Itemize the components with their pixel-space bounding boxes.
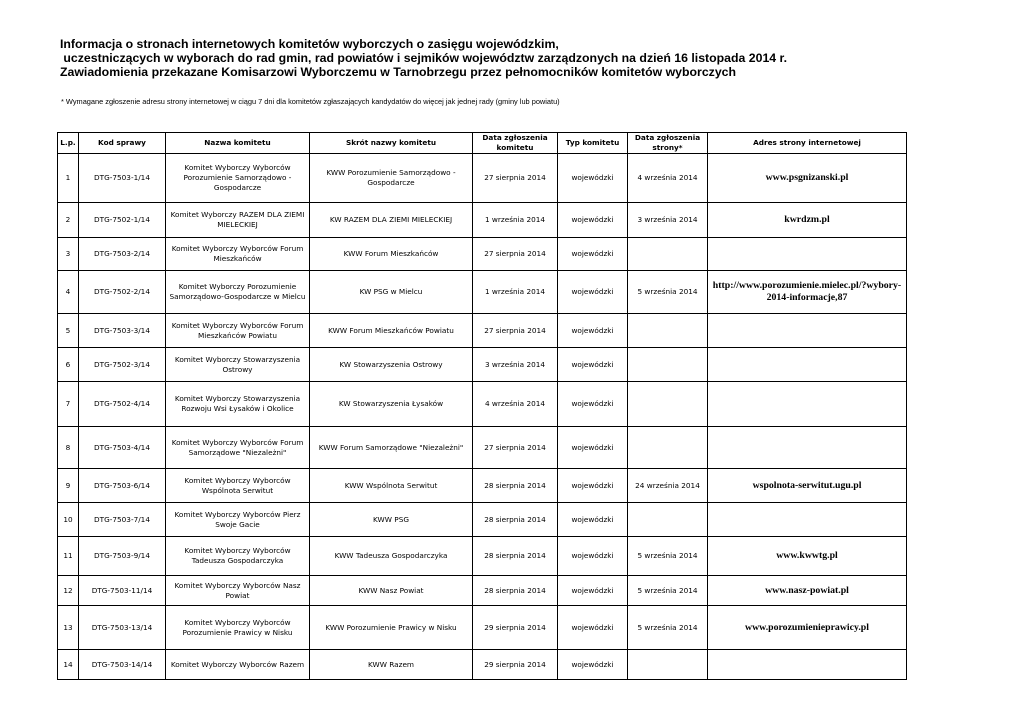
cell-committee-date: 28 sierpnia 2014 [473, 469, 558, 503]
header-committee-name: Nazwa komitetu [166, 133, 310, 154]
table-row [58, 469, 907, 503]
title-line-1: Informacja o stronach internetowych komitetów wyborczych o zasięgu wojewódzkim, [60, 37, 559, 51]
header-website-date: Data zgłoszenia strony* [628, 133, 708, 154]
table-row [58, 238, 907, 271]
cell-short-name: KWW Wspólnota Serwitut [310, 469, 473, 503]
cell-committee-type: wojewódzki [558, 606, 628, 650]
cell-short-name: KWW Tadeusza Gospodarczyka [310, 537, 473, 576]
cell-lp: 10 [58, 503, 79, 537]
cell-committee-type: wojewódzki [558, 469, 628, 503]
cell-committee-date: 3 września 2014 [473, 348, 558, 382]
cell-case-code: DTG-7503-9/14 [79, 537, 166, 576]
cell-committee-date: 29 sierpnia 2014 [473, 650, 558, 680]
cell-lp: 6 [58, 348, 79, 382]
cell-website-date [628, 238, 708, 271]
table-row [58, 271, 907, 314]
cell-short-name: KW Stowarzyszenia Ostrowy [310, 348, 473, 382]
cell-lp: 8 [58, 427, 79, 469]
cell-website-address[interactable]: http://www.porozumienie.mielec.pl/?wybory-2014-informacje,87 [708, 271, 907, 314]
footnote: * Wymagane zgłoszenie adresu strony internetowej w ciągu 7 dni dla komitetów zgłaszających kandydatów do więcej jak jednej rady (gminy lub powiatu) [61, 97, 560, 106]
cell-short-name: KWW Nasz Powiat [310, 576, 473, 606]
cell-committee-date: 1 września 2014 [473, 203, 558, 238]
cell-case-code: DTG-7502-2/14 [79, 271, 166, 314]
cell-committee-type: wojewódzki [558, 271, 628, 314]
cell-website-address[interactable]: kwrdzm.pl [708, 203, 907, 238]
cell-committee-type: wojewódzki [558, 503, 628, 537]
header-short-name: Skrót nazwy komitetu [310, 133, 473, 154]
cell-committee-type: wojewódzki [558, 203, 628, 238]
header-website-address: Adres strony internetowej [708, 133, 907, 154]
table-header-row [58, 133, 907, 154]
cell-committee-type: wojewódzki [558, 537, 628, 576]
cell-website-date: 5 września 2014 [628, 606, 708, 650]
cell-lp: 11 [58, 537, 79, 576]
document-title [60, 37, 787, 79]
cell-lp: 12 [58, 576, 79, 606]
cell-case-code: DTG-7502-4/14 [79, 382, 166, 427]
cell-committee-date: 1 września 2014 [473, 271, 558, 314]
cell-short-name: KWW Forum Mieszkańców Powiatu [310, 314, 473, 348]
cell-case-code: DTG-7503-4/14 [79, 427, 166, 469]
title-line-3: Zawiadomienia przekazane Komisarzowi Wyborczemu w Tarnobrzegu przez pełnomocników komitetów wyborczych [60, 65, 737, 79]
cell-committee-type: wojewódzki [558, 348, 628, 382]
cell-lp: 3 [58, 238, 79, 271]
cell-short-name: KW RAZEM DLA ZIEMI MIELECKIEJ [310, 203, 473, 238]
cell-website-date [628, 382, 708, 427]
cell-committee-type: wojewódzki [558, 154, 628, 203]
cell-committee-type: wojewódzki [558, 427, 628, 469]
table-row [58, 503, 907, 537]
table-row [58, 537, 907, 576]
header-case-code: Kod sprawy [79, 133, 166, 154]
cell-case-code: DTG-7503-3/14 [79, 314, 166, 348]
cell-committee-name: Komitet Wyborczy Wyborców Razem [166, 650, 310, 680]
committees-table [57, 132, 907, 680]
cell-lp: 9 [58, 469, 79, 503]
cell-website-date: 24 września 2014 [628, 469, 708, 503]
cell-committee-date: 28 sierpnia 2014 [473, 503, 558, 537]
cell-committee-date: 4 września 2014 [473, 382, 558, 427]
cell-committee-name: Komitet Wyborczy Wyborców Porozumienie Prawicy w Nisku [166, 606, 310, 650]
cell-website-address[interactable]: wspolnota-serwitut.ugu.pl [708, 469, 907, 503]
cell-short-name: KW Stowarzyszenia Łysaków [310, 382, 473, 427]
cell-case-code: DTG-7503-1/14 [79, 154, 166, 203]
cell-website-address[interactable]: www.porozumienieprawicy.pl [708, 606, 907, 650]
cell-website-date: 4 września 2014 [628, 154, 708, 203]
cell-committee-date: 27 sierpnia 2014 [473, 314, 558, 348]
cell-website-address [708, 650, 907, 680]
cell-committee-type: wojewódzki [558, 576, 628, 606]
cell-committee-date: 27 sierpnia 2014 [473, 154, 558, 203]
table-row [58, 650, 907, 680]
cell-website-date: 3 września 2014 [628, 203, 708, 238]
cell-committee-name: Komitet Wyborczy Stowarzyszenia Ostrowy [166, 348, 310, 382]
table-body [58, 154, 907, 680]
cell-lp: 7 [58, 382, 79, 427]
cell-committee-name: Komitet Wyborczy Wyborców Tadeusza Gospodarczyka [166, 537, 310, 576]
cell-committee-type: wojewódzki [558, 650, 628, 680]
cell-short-name: KWW Forum Samorządowe "Niezależni" [310, 427, 473, 469]
cell-committee-name: Komitet Wyborczy Wyborców Wspólnota Serwitut [166, 469, 310, 503]
cell-website-address[interactable]: www.kwwtg.pl [708, 537, 907, 576]
cell-case-code: DTG-7503-14/14 [79, 650, 166, 680]
cell-committee-type: wojewódzki [558, 382, 628, 427]
cell-lp: 14 [58, 650, 79, 680]
cell-committee-name: Komitet Wyborczy Wyborców Forum Samorządowe "Niezależni" [166, 427, 310, 469]
cell-website-address [708, 314, 907, 348]
table-row [58, 606, 907, 650]
header-committee-type: Typ komitetu [558, 133, 628, 154]
cell-committee-name: Komitet Wyborczy Porozumienie Samorządowo-Gospodarcze w Mielcu [166, 271, 310, 314]
cell-committee-name: Komitet Wyborczy Wyborców Nasz Powiat [166, 576, 310, 606]
cell-lp: 1 [58, 154, 79, 203]
cell-website-address [708, 427, 907, 469]
cell-short-name: KWW Porozumienie Samorządowo - Gospodarcze [310, 154, 473, 203]
cell-case-code: DTG-7503-2/14 [79, 238, 166, 271]
cell-committee-name: Komitet Wyborczy RAZEM DLA ZIEMI MIELECKIEJ [166, 203, 310, 238]
cell-website-date: 5 września 2014 [628, 537, 708, 576]
cell-website-address [708, 238, 907, 271]
cell-website-address [708, 348, 907, 382]
table-row [58, 154, 907, 203]
table-row [58, 576, 907, 606]
cell-lp: 5 [58, 314, 79, 348]
cell-committee-name: Komitet Wyborczy Stowarzyszenia Rozwoju Wsi Łysaków i Okolice [166, 382, 310, 427]
header-committee-date: Data zgłoszenia komitetu [473, 133, 558, 154]
cell-case-code: DTG-7503-11/14 [79, 576, 166, 606]
cell-committee-date: 29 sierpnia 2014 [473, 606, 558, 650]
table-row [58, 427, 907, 469]
cell-website-address [708, 503, 907, 537]
cell-website-date [628, 348, 708, 382]
cell-short-name: KW PSG w Mielcu [310, 271, 473, 314]
cell-website-address[interactable]: www.nasz-powiat.pl [708, 576, 907, 606]
cell-short-name: KWW Forum Mieszkańców [310, 238, 473, 271]
cell-website-date [628, 503, 708, 537]
cell-committee-name: Komitet Wyborczy Wyborców Pierz Swoje Gacie [166, 503, 310, 537]
cell-case-code: DTG-7503-7/14 [79, 503, 166, 537]
cell-committee-name: Komitet Wyborczy Wyborców Forum Mieszkańców Powiatu [166, 314, 310, 348]
table-row [58, 348, 907, 382]
cell-website-date: 5 września 2014 [628, 271, 708, 314]
cell-short-name: KWW Porozumienie Prawicy w Nisku [310, 606, 473, 650]
cell-committee-date: 28 sierpnia 2014 [473, 537, 558, 576]
table-row [58, 382, 907, 427]
cell-case-code: DTG-7502-1/14 [79, 203, 166, 238]
cell-committee-date: 27 sierpnia 2014 [473, 238, 558, 271]
cell-case-code: DTG-7503-13/14 [79, 606, 166, 650]
cell-committee-type: wojewódzki [558, 238, 628, 271]
title-line-2: uczestniczących w wyborach do rad gmin, rad powiatów i sejmików województw zarządzonych na dzień 16 listopada 2014 r. [60, 51, 788, 65]
cell-short-name: KWW PSG [310, 503, 473, 537]
cell-committee-type: wojewódzki [558, 314, 628, 348]
cell-case-code: DTG-7502-3/14 [79, 348, 166, 382]
cell-committee-name: Komitet Wyborczy Wyborców Forum Mieszkańców [166, 238, 310, 271]
table-row [58, 314, 907, 348]
table-row [58, 203, 907, 238]
cell-website-address [708, 382, 907, 427]
cell-case-code: DTG-7503-6/14 [79, 469, 166, 503]
cell-lp: 13 [58, 606, 79, 650]
cell-website-date: 5 września 2014 [628, 576, 708, 606]
cell-committee-name: Komitet Wyborczy Wyborców Porozumienie Samorządowo - Gospodarcze [166, 154, 310, 203]
cell-website-address[interactable]: www.psgnizanski.pl [708, 154, 907, 203]
cell-website-date [628, 650, 708, 680]
cell-committee-date: 27 sierpnia 2014 [473, 427, 558, 469]
cell-lp: 4 [58, 271, 79, 314]
header-lp: L.p. [58, 133, 79, 154]
cell-committee-date: 28 sierpnia 2014 [473, 576, 558, 606]
cell-lp: 2 [58, 203, 79, 238]
cell-website-date [628, 314, 708, 348]
cell-website-date [628, 427, 708, 469]
cell-short-name: KWW Razem [310, 650, 473, 680]
